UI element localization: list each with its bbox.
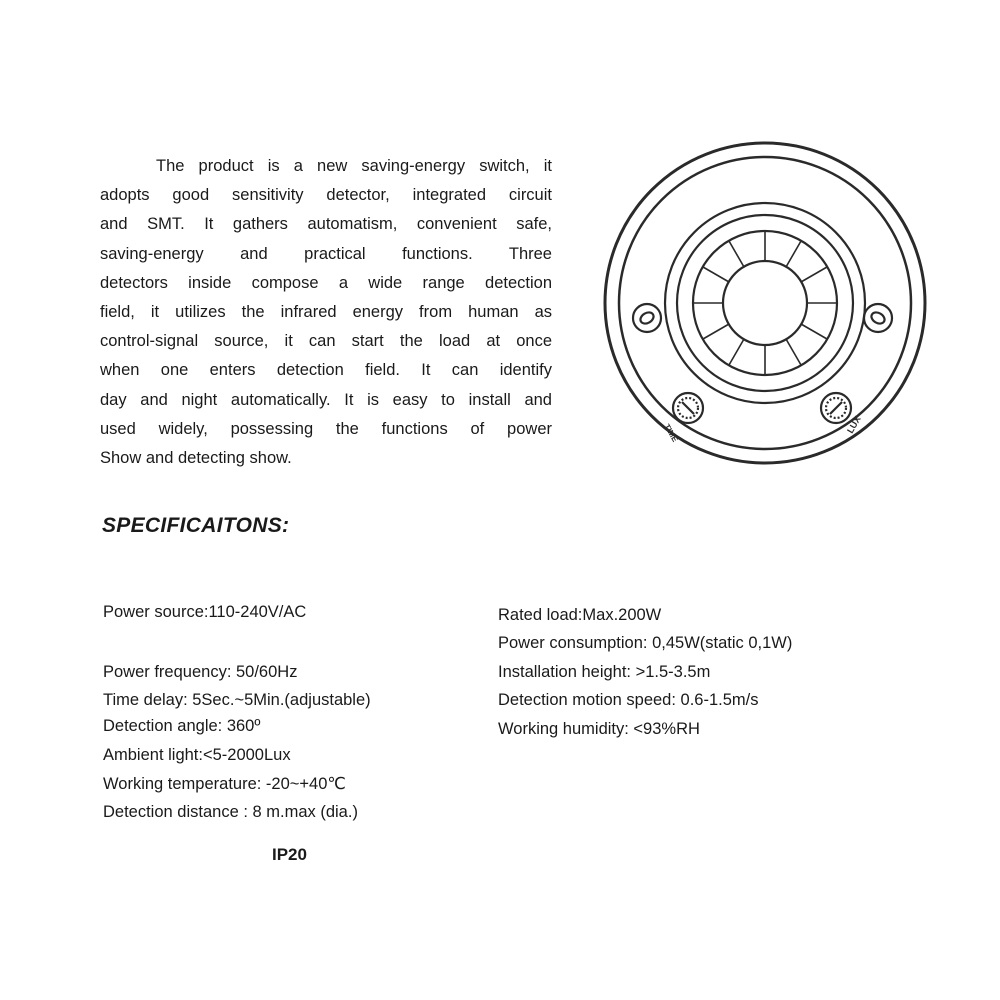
lux-knob-icon <box>821 393 851 423</box>
description-line: Show and detecting show. <box>100 449 292 468</box>
product-description <box>100 152 552 473</box>
spec-detection-distance: Detection distance : 8 m.max (dia.) <box>103 803 358 821</box>
description-line: detectors inside compose a wide range detection <box>100 273 552 292</box>
specifications-heading: SPECIFICAITONS: <box>102 514 290 537</box>
description-line: The product is a new saving-energy switch, it <box>156 157 552 175</box>
spec-motion-speed: Detection motion speed: 0.6-1.5m/s <box>498 691 759 709</box>
description-line: adopts good sensitivity detector, integrated circuit <box>100 186 552 205</box>
spec-rated-load: Rated load:Max.200W <box>498 606 662 624</box>
description-line: day and night automatically. It is easy to install and <box>100 390 552 409</box>
spec-detection-angle: Detection angle: 360º <box>103 717 261 735</box>
inner-rim <box>619 157 911 449</box>
sensor-diagram <box>600 138 930 468</box>
time-knob-label: TIME <box>662 422 680 444</box>
lux-knob-label: LUX <box>845 414 863 435</box>
description-line: saving-energy and practical functions. Three <box>100 244 552 263</box>
spec-time-delay: Time delay: 5Sec.~5Min.(adjustable) <box>103 691 371 709</box>
description-line: and SMT. It gathers automatism, convenient safe, <box>100 215 552 234</box>
spec-power-consumption: Power consumption: 0,45W(static 0,1W) <box>498 634 793 652</box>
spec-installation-height: Installation height: >1.5-3.5m <box>498 663 711 681</box>
time-knob-icon <box>673 393 703 423</box>
spec-working-humidity: Working humidity: <93%RH <box>498 720 700 738</box>
spec-ambient-light: Ambient light:<5-2000Lux <box>103 746 291 764</box>
lens-ring-inner <box>723 261 807 345</box>
description-line: when one enters detection field. It can identify <box>100 361 552 380</box>
mount-hole-left-icon <box>633 304 661 332</box>
description-line: control-signal source, it can start the load at once <box>100 332 552 351</box>
spec-working-temperature: Working temperature: -20~+40℃ <box>103 775 346 793</box>
spec-power-source: Power source:110-240V/AC <box>103 603 307 621</box>
ip-rating: IP20 <box>272 845 307 864</box>
description-line: used widely, possessing the functions of power <box>100 419 552 438</box>
mount-hole-right-icon <box>864 304 892 332</box>
spec-power-frequency: Power frequency: 50/60Hz <box>103 663 298 681</box>
description-line: field, it utilizes the infrared energy from human as <box>100 303 552 322</box>
